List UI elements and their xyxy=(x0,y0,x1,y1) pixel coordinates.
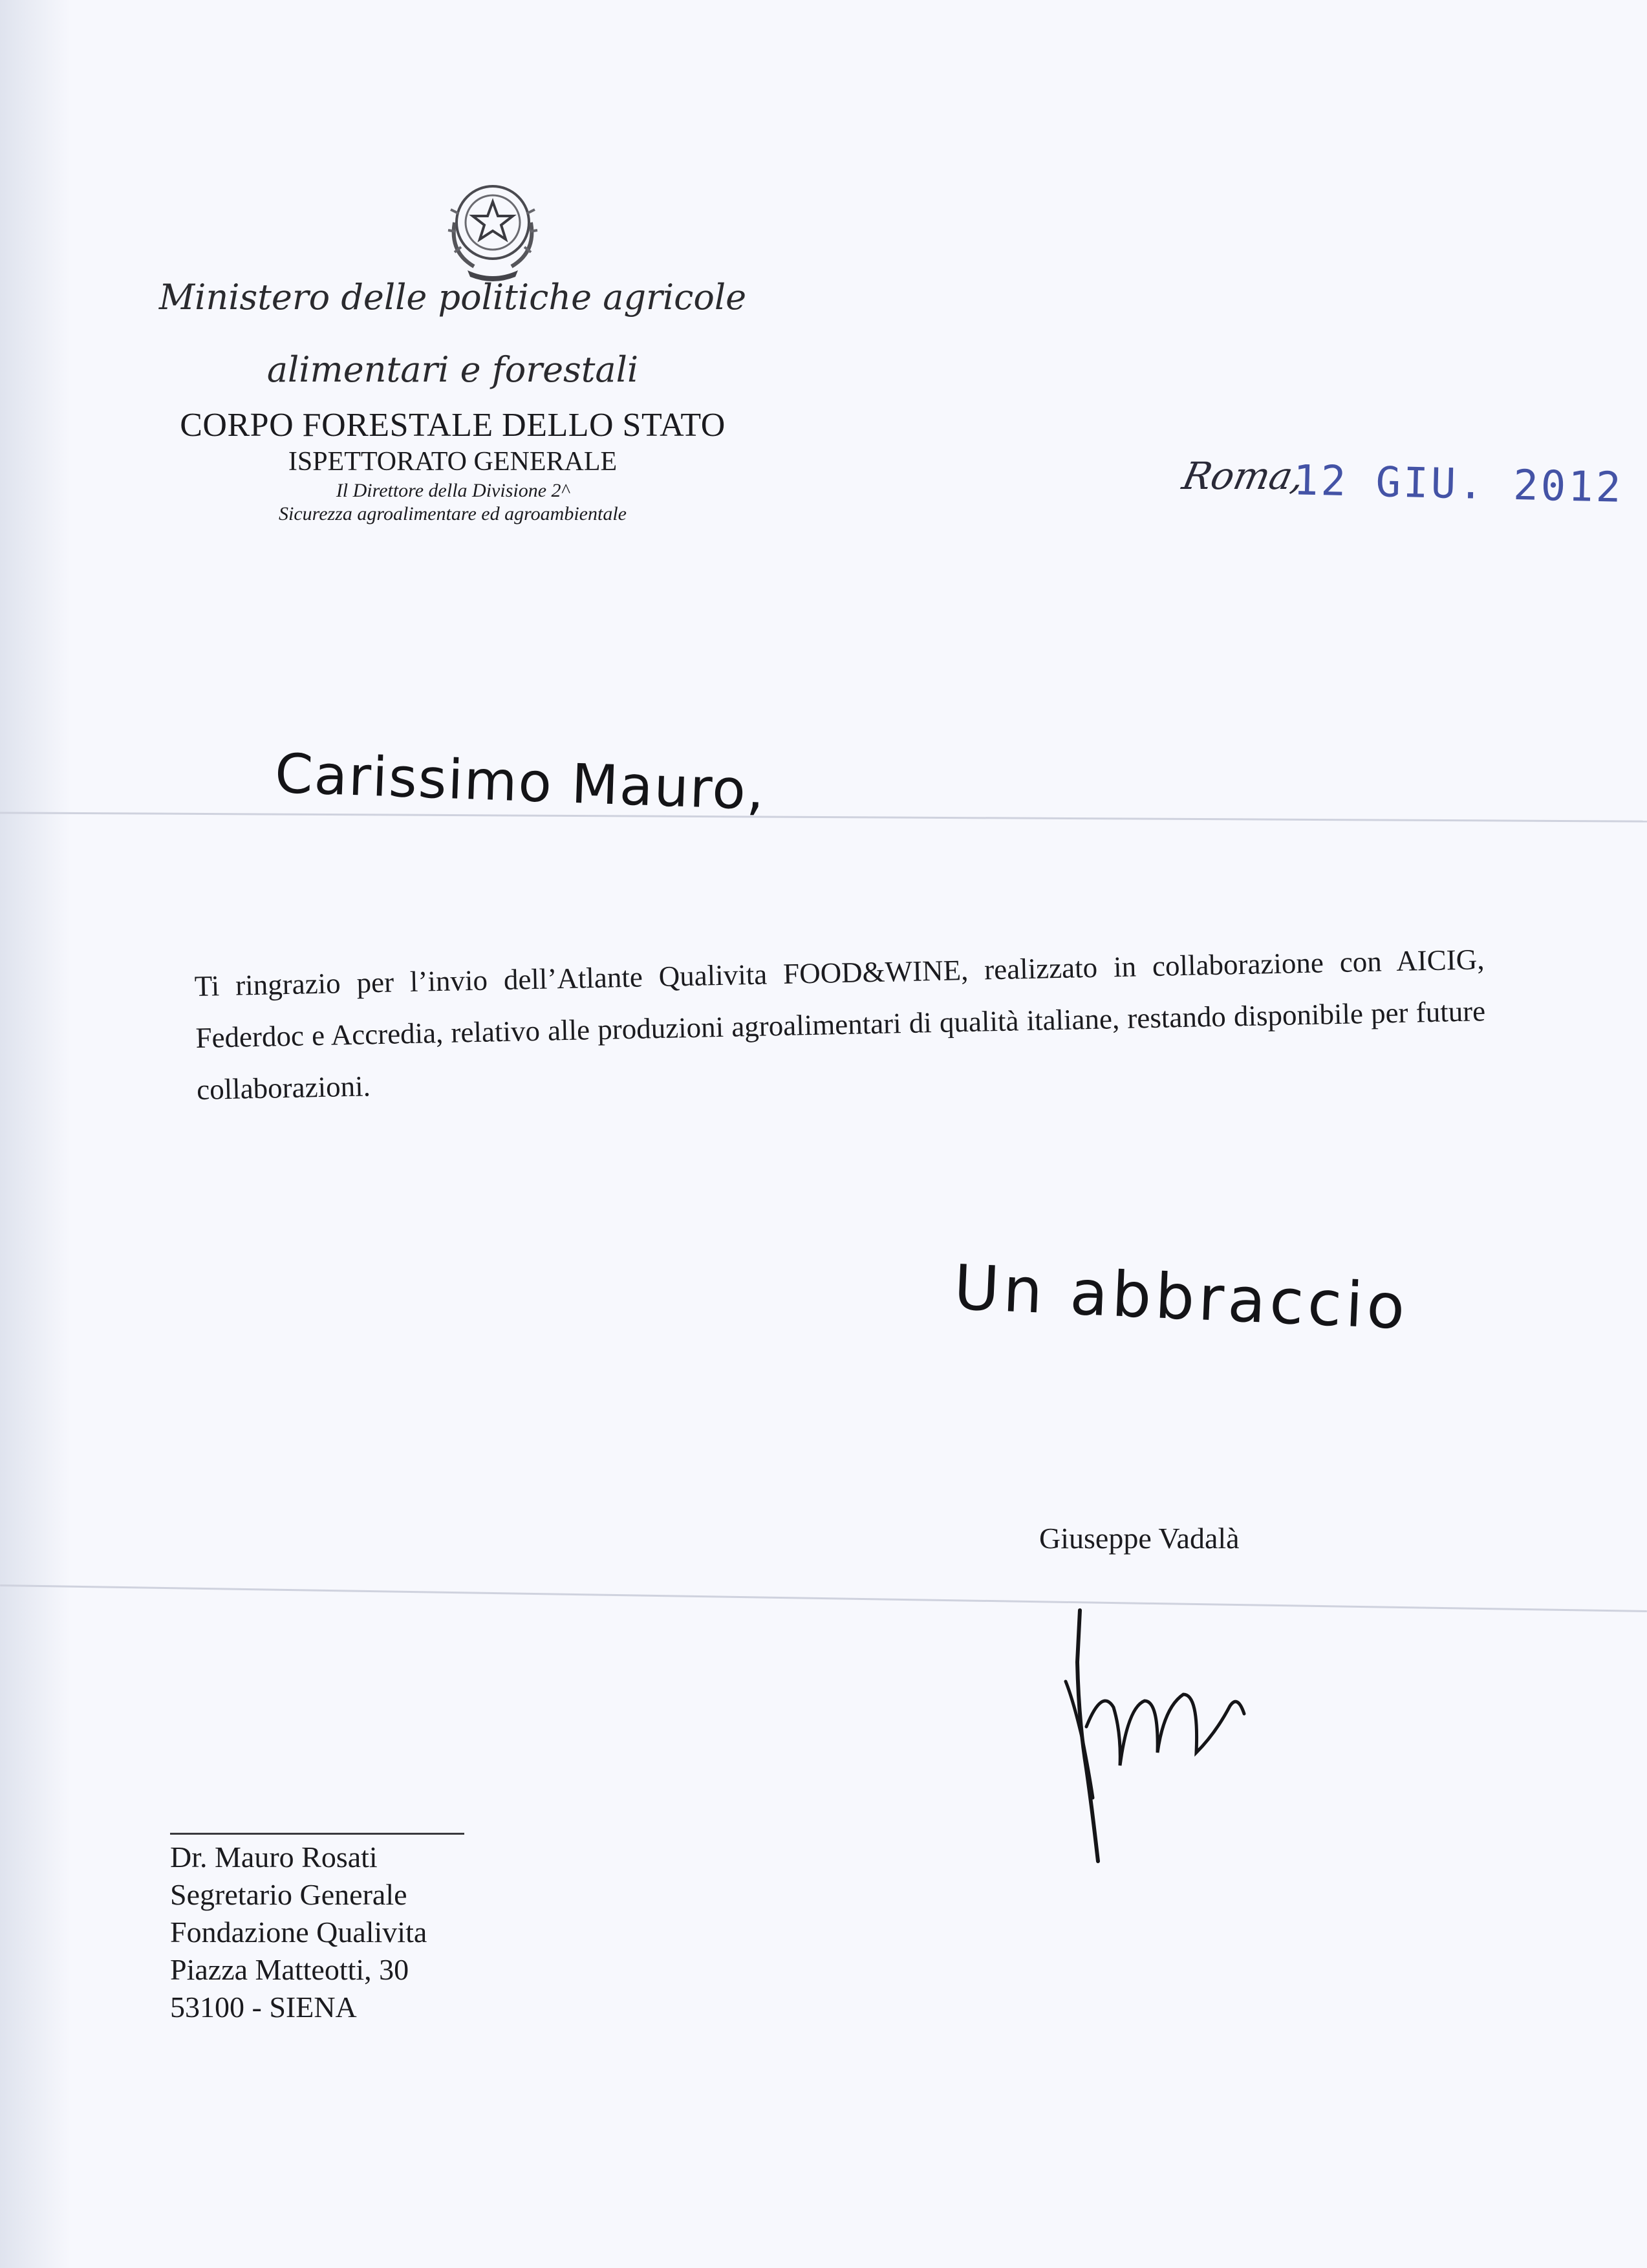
recipient-role: Segretario Generale xyxy=(170,1878,407,1911)
signer-name: Giuseppe Vadalà xyxy=(1039,1522,1240,1555)
ministry-name-line1: Ministero delle politiche agricole xyxy=(158,277,747,318)
recipient-name: Dr. Mauro Rosati xyxy=(170,1841,378,1874)
fold-line-top xyxy=(0,812,1647,822)
corps-name: CORPO FORESTALE DELLO STATO xyxy=(180,407,726,444)
page-edge-shadow xyxy=(0,0,71,2268)
handwritten-signature-icon xyxy=(1060,1604,1254,1875)
italian-republic-emblem-icon xyxy=(442,175,544,285)
director-title: Il Direttore della Divisione 2^ xyxy=(336,480,570,501)
recipient-organization: Fondazione Qualivita xyxy=(170,1916,427,1949)
recipient-city: 53100 - SIENA xyxy=(170,1991,357,2024)
division-name: Sicurezza agroalimentare ed agroambientale xyxy=(279,503,627,524)
ministry-name-line2: alimentari e forestali xyxy=(266,349,639,390)
inspectorate-name: ISPETTORATO GENERALE xyxy=(288,447,618,477)
date-place: Roma, xyxy=(1178,454,1309,498)
letter-body: Ti ringrazio per l’invio dell’Atlante Qualivita FOOD&WINE, realizzato in collaborazione con AICIG, Federdoc e Accredia, relativo alle produzioni agroalimentari di qualità italiane, restando disponibile per future collaborazioni. xyxy=(194,943,1486,1106)
date-stamp: 12 GIU. 2012 xyxy=(1293,457,1624,512)
fold-line-bottom xyxy=(0,1584,1647,1612)
salutation: Carissimo Mauro, xyxy=(274,741,767,823)
recipient-address xyxy=(170,1839,427,2026)
closing: Un abbraccio xyxy=(952,1251,1410,1344)
address-rule xyxy=(170,1833,464,1835)
recipient-street: Piazza Matteotti, 30 xyxy=(170,1953,409,1986)
